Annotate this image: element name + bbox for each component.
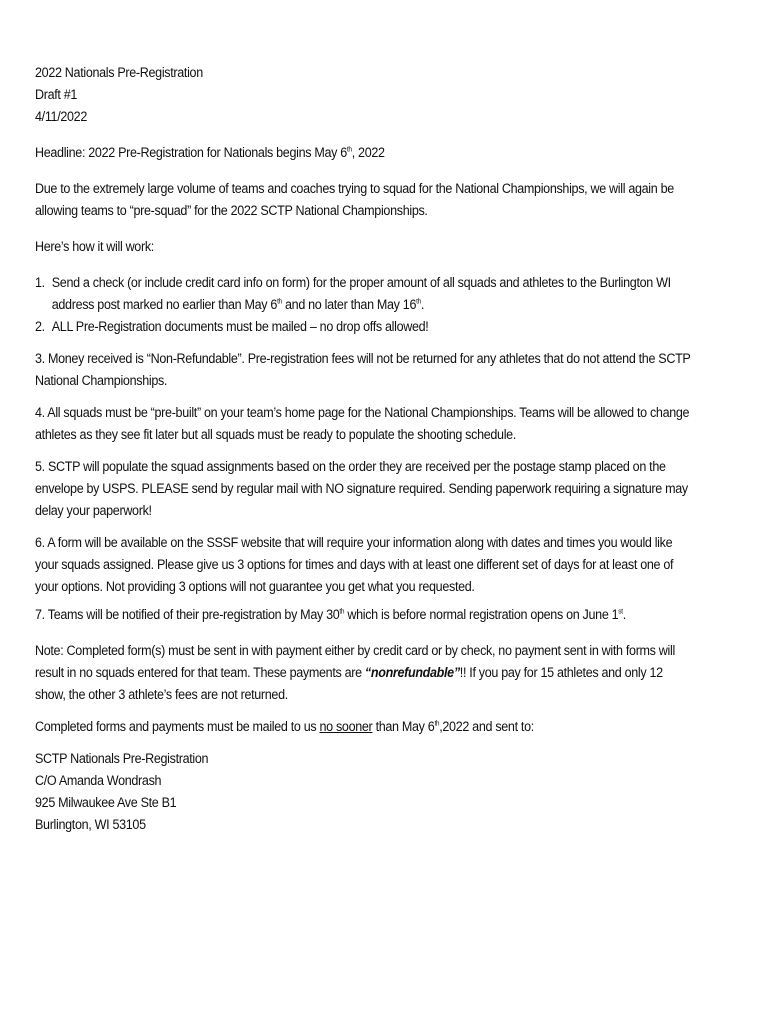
header-draft: Draft #1 bbox=[35, 87, 78, 102]
completed-text: ,2022 and sent to: bbox=[439, 719, 534, 734]
address-line: SCTP Nationals Pre-Registration bbox=[35, 751, 209, 766]
document-body bbox=[35, 62, 691, 836]
no-sooner-underlined: no sooner bbox=[319, 719, 373, 734]
completed-sup: th bbox=[434, 720, 440, 728]
list-item-sup: th bbox=[277, 298, 282, 306]
list-item bbox=[35, 316, 691, 338]
address-line: C/O Amanda Wondrash bbox=[35, 773, 162, 788]
header-date: 4/11/2022 bbox=[35, 109, 87, 124]
headline-suffix: , 2022 bbox=[351, 145, 385, 160]
paragraph-3: 3. Money received is “Non-Refundable”. Pre-registration fees will not be returned for any athletes that do not attend the SCTP National Championships. bbox=[35, 351, 691, 388]
list-item-number: 1. bbox=[35, 275, 45, 290]
headline-sup: th bbox=[346, 146, 352, 154]
paragraph-7 bbox=[35, 604, 691, 626]
paragraph-7-text: which is before normal registration opens on June 1 bbox=[344, 607, 619, 622]
nonrefundable-emphasis: “nonrefundable” bbox=[364, 665, 460, 680]
list-item-text: Send a check (or include credit card info on form) for the proper amount of all squads and athletes to the Burlington WI address post marked no earlier than May 6 bbox=[51, 275, 671, 312]
completed-text: than May 6 bbox=[372, 719, 435, 734]
paragraph-6: 6. A form will be available on the SSSF website that will require your information along with dates and times you would like your squads assigned. Please give us 3 options for times and days with at least one different set of days for at least one of your options. Not providing 3 options will not guarantee you get what you requested. bbox=[35, 535, 674, 594]
note-text: !! If you pay for 15 athletes and only 12 show, the other 3 athlete’s fees are not returned. bbox=[35, 665, 663, 702]
note-text: Note: Completed form(s) must be sent in with payment either by credit card or by check, no payment sent in with forms will result in no squads entered for that team. These payments are bbox=[35, 643, 675, 680]
note-paragraph bbox=[35, 640, 691, 706]
intro-paragraph: Due to the extremely large volume of teams and coaches trying to squad for the National Championships, we will again be allowing teams to “pre-squad” for the 2022 SCTP National Championships. bbox=[35, 181, 674, 218]
list-item-text: . bbox=[420, 297, 425, 312]
list-item-text: ALL Pre-Registration documents must be mailed – no drop offs allowed! bbox=[51, 319, 429, 334]
paragraph-4: 4. All squads must be “pre-built” on your team’s home page for the National Championships. Teams will be allowed to change athletes as they see fit later but all squads must be ready to populate the shooting schedule. bbox=[35, 405, 690, 442]
paragraph-7-sup: th bbox=[339, 608, 345, 616]
document-header bbox=[35, 62, 691, 128]
headline bbox=[35, 142, 691, 164]
list-item-text: and no later than May 16 bbox=[281, 297, 417, 312]
how-it-works-heading: Here’s how it will work: bbox=[35, 239, 154, 254]
paragraph-5: 5. SCTP will populate the squad assignments based on the order they are received per the postage stamp placed on the envelope by USPS. PLEASE send by regular mail with NO signature required. Sending paperwork requiring a signature may delay your paperwork! bbox=[35, 459, 688, 518]
list-item-number: 2. bbox=[35, 319, 45, 334]
list-item bbox=[35, 272, 691, 316]
address-line: 925 Milwaukee Ave Ste B1 bbox=[35, 795, 177, 810]
paragraph-7-text: . bbox=[622, 607, 626, 622]
completed-paragraph bbox=[35, 716, 691, 738]
mailing-address bbox=[35, 748, 691, 836]
address-line: Burlington, WI 53105 bbox=[35, 817, 146, 832]
header-title: 2022 Nationals Pre-Registration bbox=[35, 65, 203, 80]
list-item-sup: th bbox=[416, 298, 421, 306]
numbered-list bbox=[35, 272, 691, 338]
paragraph-7-sup: st bbox=[618, 608, 623, 616]
paragraph-7-text: 7. Teams will be notified of their pre-registration by May 30 bbox=[35, 607, 340, 622]
headline-text: Headline: 2022 Pre-Registration for Nationals begins May 6 bbox=[35, 145, 347, 160]
completed-text: Completed forms and payments must be mailed to us bbox=[35, 719, 320, 734]
